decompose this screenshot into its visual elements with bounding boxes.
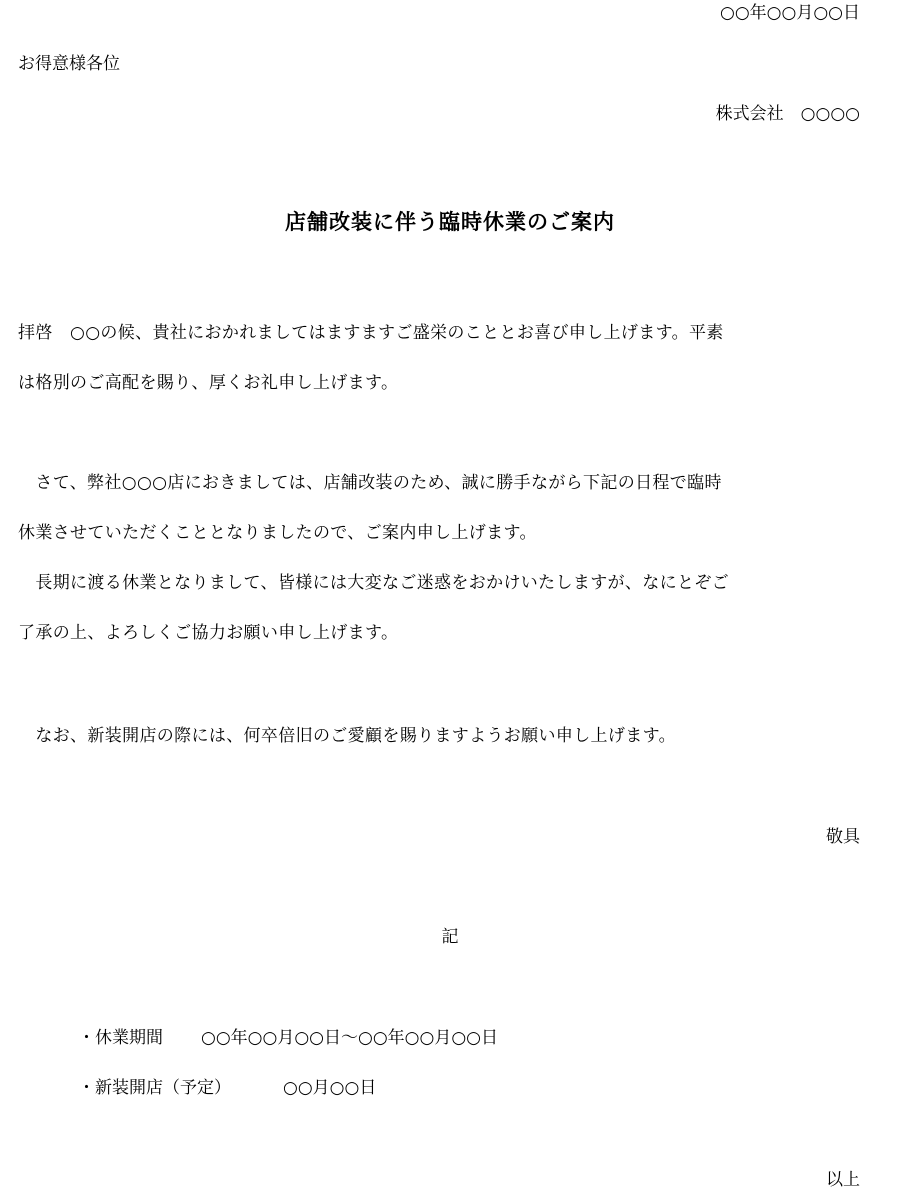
paragraph-reopening: なお、新装開店の際には、何卒倍旧のご愛顧を賜りますようお願い申し上げます。 — [18, 726, 676, 746]
ki-heading: 記 — [441, 927, 459, 947]
item-reopening-date-label: ・新装開店（予定） — [78, 1078, 231, 1098]
item-reopening-date-value: ○○月○○日 — [283, 1078, 377, 1098]
document-title: 店舗改装に伴う臨時休業のご案内 — [285, 210, 615, 234]
closing-keigu: 敬具 — [826, 827, 860, 847]
paragraph-greeting-line-2: は格別のご高配を賜り、厚くお礼申し上げます。 — [18, 373, 399, 393]
item-reopening-date — [78, 1080, 376, 1097]
paragraph-apology-line-2: 了承の上、よろしくご協力お願い申し上げます。 — [18, 623, 399, 643]
item-closure-period-label: ・休業期間 — [78, 1028, 163, 1048]
date: ○○年○○月○○日 — [719, 3, 860, 23]
recipient: お得意様各位 — [18, 54, 120, 74]
paragraph-apology-line-1: 長期に渡る休業となりまして、皆様には大変なご迷惑をおかけいたしますが、なにとぞご — [18, 573, 730, 593]
end-ijou: 以上 — [826, 1170, 860, 1190]
item-closure-period-value: ○○年○○月○○日～○○年○○月○○日 — [201, 1028, 499, 1048]
sender: 株式会社 ○○○○ — [715, 104, 860, 124]
item-closure-period — [78, 1030, 498, 1047]
paragraph-announcement-line-1: さて、弊社○○○店におきましては、店舗改装のため、誠に勝手ながら下記の日程で臨時 — [18, 473, 722, 493]
paragraph-announcement-line-2: 休業させていただくこととなりましたので、ご案内申し上げます。 — [18, 523, 537, 543]
paragraph-greeting-line-1: 拝啓 ○○の候、貴社におかれましてはますますご盛栄のこととお喜び申し上げます。平素 — [18, 323, 724, 343]
